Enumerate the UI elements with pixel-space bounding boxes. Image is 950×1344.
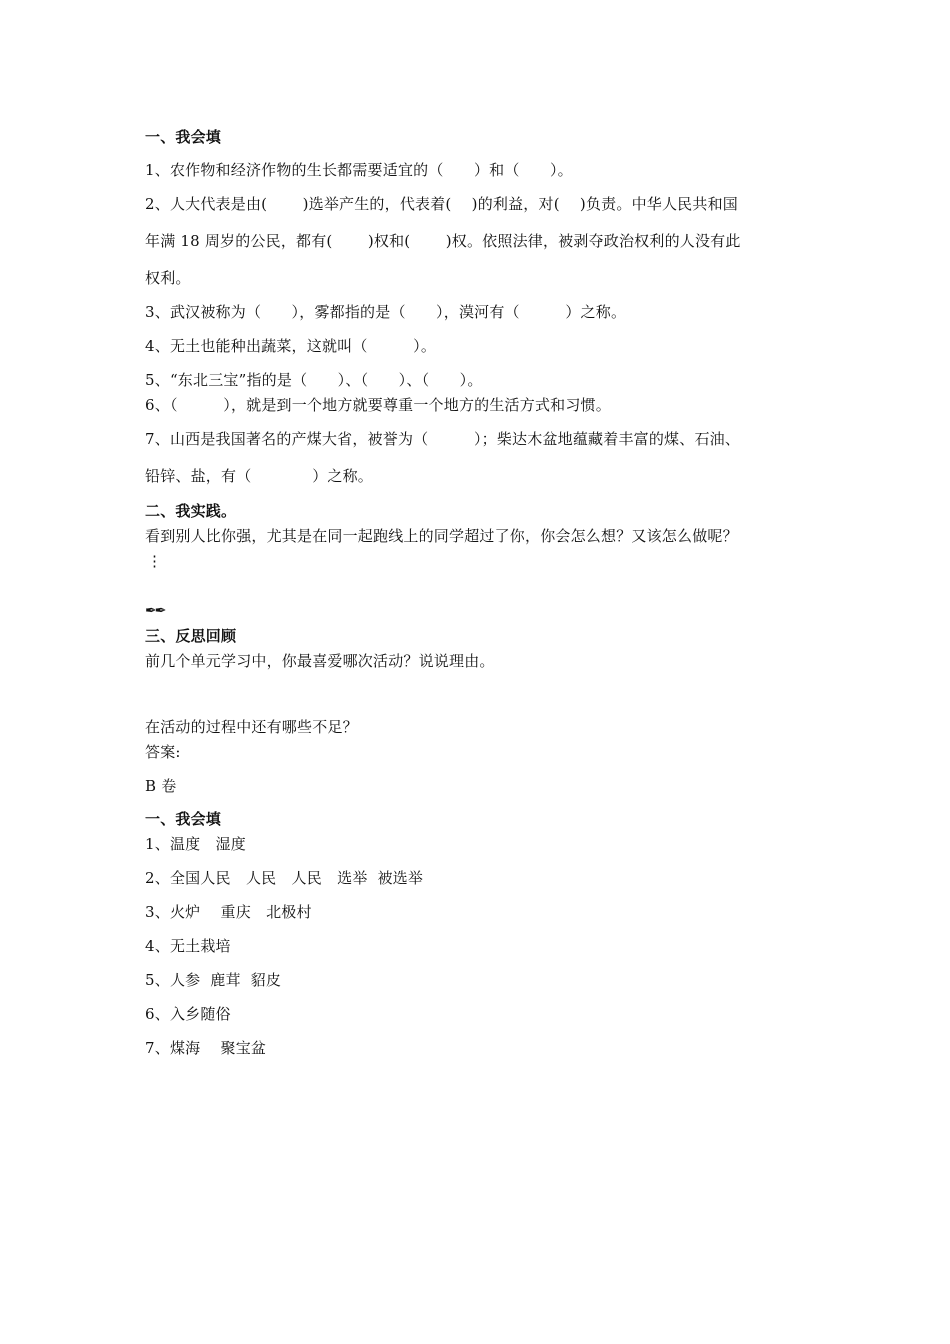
section-title-reflection: 三、反思回顾 [145,627,237,645]
answer-5: 5、人参 鹿茸 貂皮 [145,971,282,989]
answers-label: 答案: [145,743,181,761]
answer-3: 3、火炉 重庆 北极村 [145,903,312,921]
practice-question: 看到别人比你强，尤其是在同一起跑线上的同学超过了你，你会怎么想？又该怎么做呢？ [145,527,738,545]
question-1: 1、农作物和经济作物的生长都需要适宜的（ ）和（ ）。 [145,161,573,179]
question-7-line-1: 7、山西是我国著名的产煤大省，被誉为（ ）；柴达木盆地蕴藏着丰富的煤、石油、 [145,430,741,448]
question-6: 6、（ ），就是到一个地方就要尊重一个地方的生活方式和习惯。 [145,396,611,414]
section-title-fill-in: 一、我会填 [145,128,222,146]
question-5: 5、“东北三宝”指的是（ ）、（ ）、（ ）。 [145,371,483,389]
pen-ornament-icon: ✒✒ [145,603,165,619]
answers-section-title: 一、我会填 [145,810,222,828]
answer-4: 4、无土栽培 [145,937,231,955]
reflection-question-2: 在活动的过程中还有哪些不足？ [145,718,358,736]
reflection-question-1: 前几个单元学习中，你最喜爱哪次活动？说说理由。 [145,652,495,670]
question-4: 4、无土也能种出蔬菜，这就叫（ ）。 [145,337,437,355]
answer-1: 1、温度 湿度 [145,835,246,853]
question-7-line-2: 铅锌、盐，有（ ）之称。 [145,467,374,485]
answers-volume: B 卷 [145,777,177,795]
question-2-line-1: 2、人大代表是由( )选举产生的，代表着( )的利益，对( )负责。中华人民共和国 [145,195,738,213]
question-3: 3、武汉被称为（ ），雾都指的是（ ），漠河有（ ）之称。 [145,303,627,321]
question-2-line-2: 年满 18 周岁的公民，都有( )权和( )权。依照法律，被剥夺政治权利的人没有此 [145,232,741,250]
answer-2: 2、全国人民 人民 人民 选举 被选举 [145,869,424,887]
section-title-practice: 二、我实践。 [145,502,237,520]
question-2-line-3: 权利。 [145,269,191,287]
vertical-ellipsis-icon: ⋮ [147,552,163,570]
answer-7: 7、煤海 聚宝盆 [145,1039,267,1057]
answer-6: 6、入乡随俗 [145,1005,231,1023]
